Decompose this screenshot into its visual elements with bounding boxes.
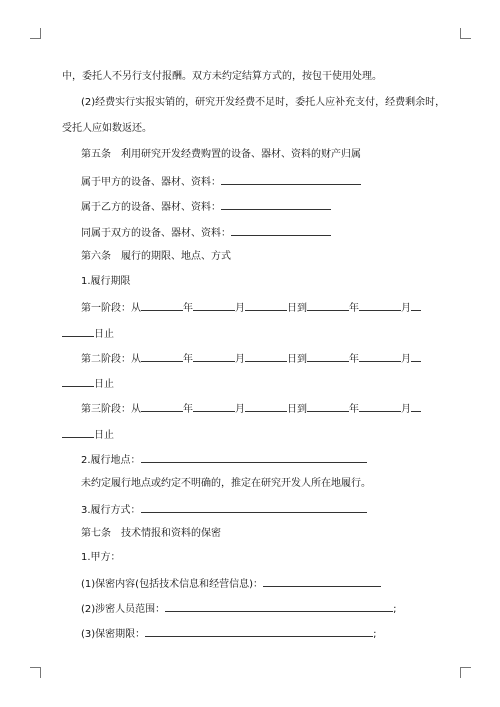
form-line (81, 452, 367, 466)
text-line (81, 477, 371, 491)
text: 1.履行期限 (81, 276, 131, 287)
text: 日到 (287, 354, 307, 365)
fill-blank[interactable] (359, 300, 401, 311)
article-heading (81, 148, 361, 162)
text: 月 (235, 354, 245, 365)
fill-blank[interactable] (141, 452, 367, 463)
text: 月 (401, 354, 411, 365)
fill-blank[interactable] (307, 300, 349, 311)
fill-blank[interactable] (193, 351, 235, 362)
fill-blank[interactable] (62, 427, 94, 438)
text: 年 (349, 404, 359, 415)
fill-blank[interactable] (221, 199, 331, 210)
text: 日止 (94, 379, 114, 390)
fill-blank[interactable] (221, 174, 361, 185)
crop-mark-bottom-right (460, 667, 471, 678)
text: ; (373, 629, 377, 640)
label: 第三阶段：从 (81, 404, 141, 415)
fill-blank[interactable] (165, 601, 393, 612)
form-line (81, 225, 331, 239)
period-line-end (62, 427, 114, 441)
period-line-end (62, 326, 114, 340)
fill-blank[interactable] (141, 401, 183, 412)
text: 中，委托人不另行支付报酬。双方未约定结算方式的，按包干使用处理。 (62, 71, 382, 82)
form-line (81, 174, 361, 188)
form-line (81, 199, 331, 213)
period-line-end (62, 376, 114, 390)
label: (3)保密期限： (81, 629, 146, 640)
section-label (81, 275, 131, 289)
text: 第七条 技术情报和资料的保密 (81, 528, 221, 539)
label: 3.履行方式： (81, 505, 141, 516)
fill-blank[interactable] (411, 401, 421, 412)
fill-blank[interactable] (62, 326, 94, 337)
text-line (81, 96, 445, 110)
fill-blank[interactable] (359, 351, 401, 362)
text: ; (393, 604, 397, 615)
fill-blank[interactable] (145, 626, 373, 637)
form-line (81, 502, 367, 516)
text: 月 (401, 404, 411, 415)
fill-blank[interactable] (411, 351, 421, 362)
text: 日止 (94, 430, 114, 441)
form-line (81, 601, 397, 615)
text: 1.甲方： (81, 552, 121, 563)
crop-mark-top-left (30, 28, 41, 39)
text: 日到 (287, 404, 307, 415)
label: 属于乙方的设备、器材、资料： (81, 202, 221, 213)
fill-blank[interactable] (307, 351, 349, 362)
article-heading (81, 527, 221, 541)
label: (2)涉密人员范围： (81, 604, 166, 615)
fill-blank[interactable] (245, 351, 287, 362)
period-line (81, 401, 421, 415)
text: 月 (401, 303, 411, 314)
fill-blank[interactable] (141, 351, 183, 362)
text: 月 (235, 404, 245, 415)
crop-mark-bottom-left (30, 667, 41, 678)
label: 属于甲方的设备、器材、资料： (81, 177, 221, 188)
text-line (62, 122, 152, 136)
form-line (81, 626, 377, 640)
text: 第五条 利用研究开发经费购置的设备、器材、资料的财产归属 (81, 149, 361, 160)
text-line (62, 70, 382, 84)
fill-blank[interactable] (245, 300, 287, 311)
label: 同属于双方的设备、器材、资料： (81, 228, 231, 239)
label: (1)保密内容(包括技术信息和经营信息)： (81, 579, 263, 590)
text: 年 (183, 303, 193, 314)
form-line (81, 576, 381, 590)
fill-blank[interactable] (141, 300, 183, 311)
fill-blank[interactable] (141, 502, 367, 513)
fill-blank[interactable] (245, 401, 287, 412)
article-heading (81, 250, 231, 264)
label: 2.履行地点： (81, 455, 141, 466)
text: 日止 (94, 329, 114, 340)
text: (2)经费实行实报实销的，研究开发经费不足时，委托人应补充支付，经费剩余时， (81, 97, 446, 108)
period-line (81, 351, 421, 365)
period-line (81, 300, 421, 314)
text: 年 (183, 354, 193, 365)
text: 月 (235, 303, 245, 314)
fill-blank[interactable] (307, 401, 349, 412)
fill-blank[interactable] (263, 576, 381, 587)
crop-mark-top-right (460, 28, 471, 39)
fill-blank[interactable] (193, 401, 235, 412)
text: 年 (183, 404, 193, 415)
fill-blank[interactable] (62, 376, 94, 387)
text: 年 (349, 354, 359, 365)
fill-blank[interactable] (231, 225, 331, 236)
text: 日到 (287, 303, 307, 314)
label: 第一阶段：从 (81, 303, 141, 314)
fill-blank[interactable] (411, 300, 421, 311)
text: 第六条 履行的期限、地点、方式 (81, 251, 231, 262)
text: 年 (349, 303, 359, 314)
text: 受托人应如数返还。 (62, 123, 152, 134)
section-label (81, 551, 121, 565)
label: 第二阶段：从 (81, 354, 141, 365)
fill-blank[interactable] (193, 300, 235, 311)
fill-blank[interactable] (359, 401, 401, 412)
text: 未约定履行地点或约定不明确的，推定在研究开发人所在地履行。 (81, 478, 371, 489)
